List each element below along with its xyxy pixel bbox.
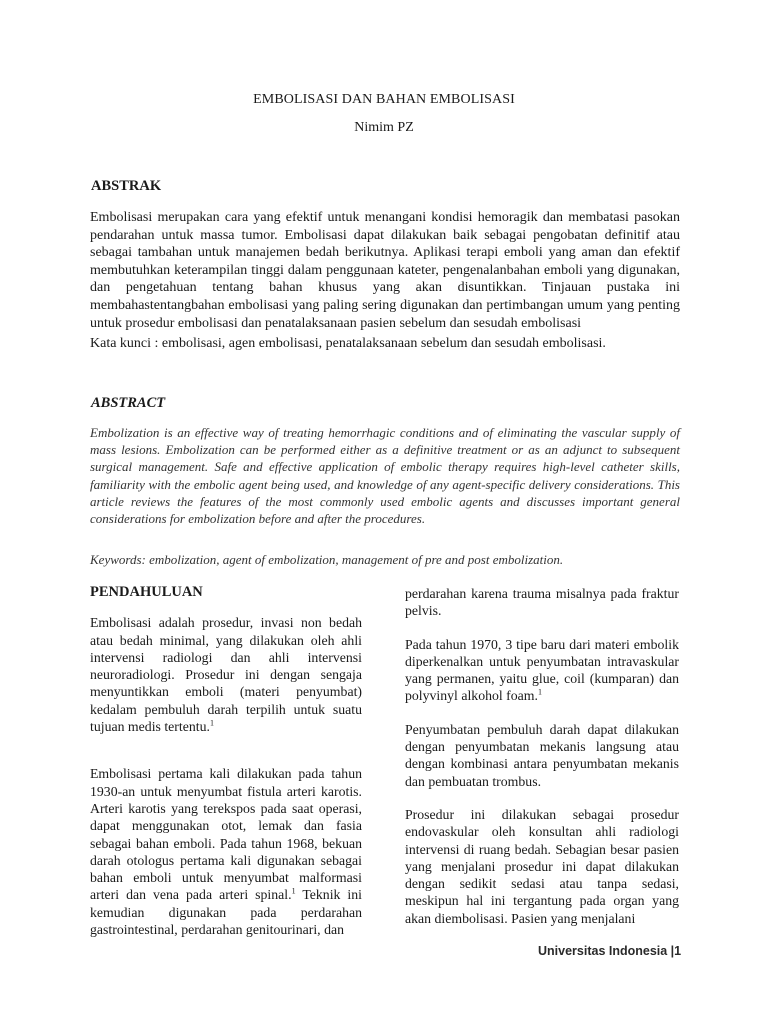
paragraph: perdarahan karena trauma misalnya pada fraktur pelvis. [405, 586, 679, 619]
paragraph: Embolisasi pertama kali dilakukan pada tahun 1930-an untuk menyumbat fistula arteri karotis. Arteri karotis yang terekspos pada saat operasi, dapat menggunakan otot, lemak dan fasia sebagai bahan emboli. Pada tahun 1968, bekuan darah otologus pertama kali digunakan sebagai bahan emboli untuk menyumbat malformasi arteri dan vena pada arteri spinal.$^1$ Teknik ini kemudian digunakan pada perdarahan gastrointestinal, perdarahan genitourinari, dan [90, 766, 362, 938]
paragraph: Prosedur ini dilakukan sebagai prosedur endovaskular oleh konsultan ahli radiologi intervensi di ruang bedah. Sebagian besar pasien yang menjalani prosedur ini dapat dilakukan dengan sedikit sedasi atau tanpa sedasi, meskipun hal ini tergantung pada organ yang akan diembolisasi. Pasien yang menjalani [405, 806, 679, 926]
page-footer: Universitas Indonesia |1 [538, 944, 682, 958]
author-name: Nimim PZ [354, 120, 414, 135]
footnote-ref: 1 [209, 718, 214, 728]
footnote-ref: 1 [537, 687, 542, 697]
abstrak-heading: ABSTRAK [91, 178, 162, 194]
abstract-body: Embolization is an effective way of treating hemorrhagic conditions and of eliminating the vascular supply of mass lesions. Embolization can be performed either as a definitive treatment or as an adjunct to subsequent surgical management. Safe and effective application of embolic therapy requires high-level catheter skills, familiarity with the embolic agent being used, and knowledge of any agent-specific delivery considerations. This article reviews the features of the most commonly used embolic agents and discusses important general considerations for embolization before and after the procedures. [90, 425, 680, 527]
abstrak-body: Embolisasi merupakan cara yang efektif untuk menangani kondisi hemoragik dan membatasi pasokan pendarahan untuk massa tumor. Embolisasi dapat dilakukan baik sebagai pengobatan definitif atau sebagai tambahan untuk manajemen bedah berikutnya. Aplikasi terapi emboli yang aman dan efektif membutuhkan keterampilan tinggi dalam penggunaan kateter, pengenalanbahan emboli yang digunakan, dan pengetahuan tentang bahan khusus yang akan disuntikkan. Tinjauan pustaka ini membahastentangbahan embolisasi yang paling sering digunakan dan pertimbangan umum yang penting untuk prosedur embolisasi dan penatalaksanaan pasien sebelum dan sesudah embolisasi [90, 210, 680, 331]
abstract-keywords: Keywords: embolization, agent of embolization, management of pre and post embolization. [90, 552, 564, 567]
paragraph: Embolisasi adalah prosedur, invasi non bedah atau bedah minimal, yang dilakukan oleh ahli intervensi radiologi dan ahli intervensi neuroradiologi. Prosedur ini dengan sengaja menyuntikkan emboli (materi penyumbat) kedalam pembuluh darah terpilih untuk suatu tujuan medis tertentu.$^1$ [90, 615, 362, 735]
paragraph: Penyumbatan pembuluh darah dapat dilakukan dengan penyumbatan mekanis langsung atau dengan kombinasi antara penyumbatan mekanis dan pembuatan trombus. [405, 721, 679, 789]
footnote-ref: 1 [291, 886, 296, 896]
paper-title: EMBOLISASI DAN BAHAN EMBOLISASI [253, 92, 515, 107]
column-left [90, 584, 362, 938]
abstract-heading: ABSTRACT [91, 395, 166, 411]
paragraph: Pada tahun 1970, 3 tipe baru dari materi embolik diperkenalkan untuk penyumbatan intravaskular yang permanen, yaitu glue, coil (kumparan) dan polyvinyl alkohol foam.$^1$ [405, 636, 679, 704]
column-right [405, 585, 679, 927]
pendahuluan-heading: PENDAHULUAN [90, 584, 203, 600]
kata-kunci: Kata kunci : embolisasi, agen embolisasi, penatalaksanaan sebelum dan sesudah embolisasi. [90, 336, 606, 351]
